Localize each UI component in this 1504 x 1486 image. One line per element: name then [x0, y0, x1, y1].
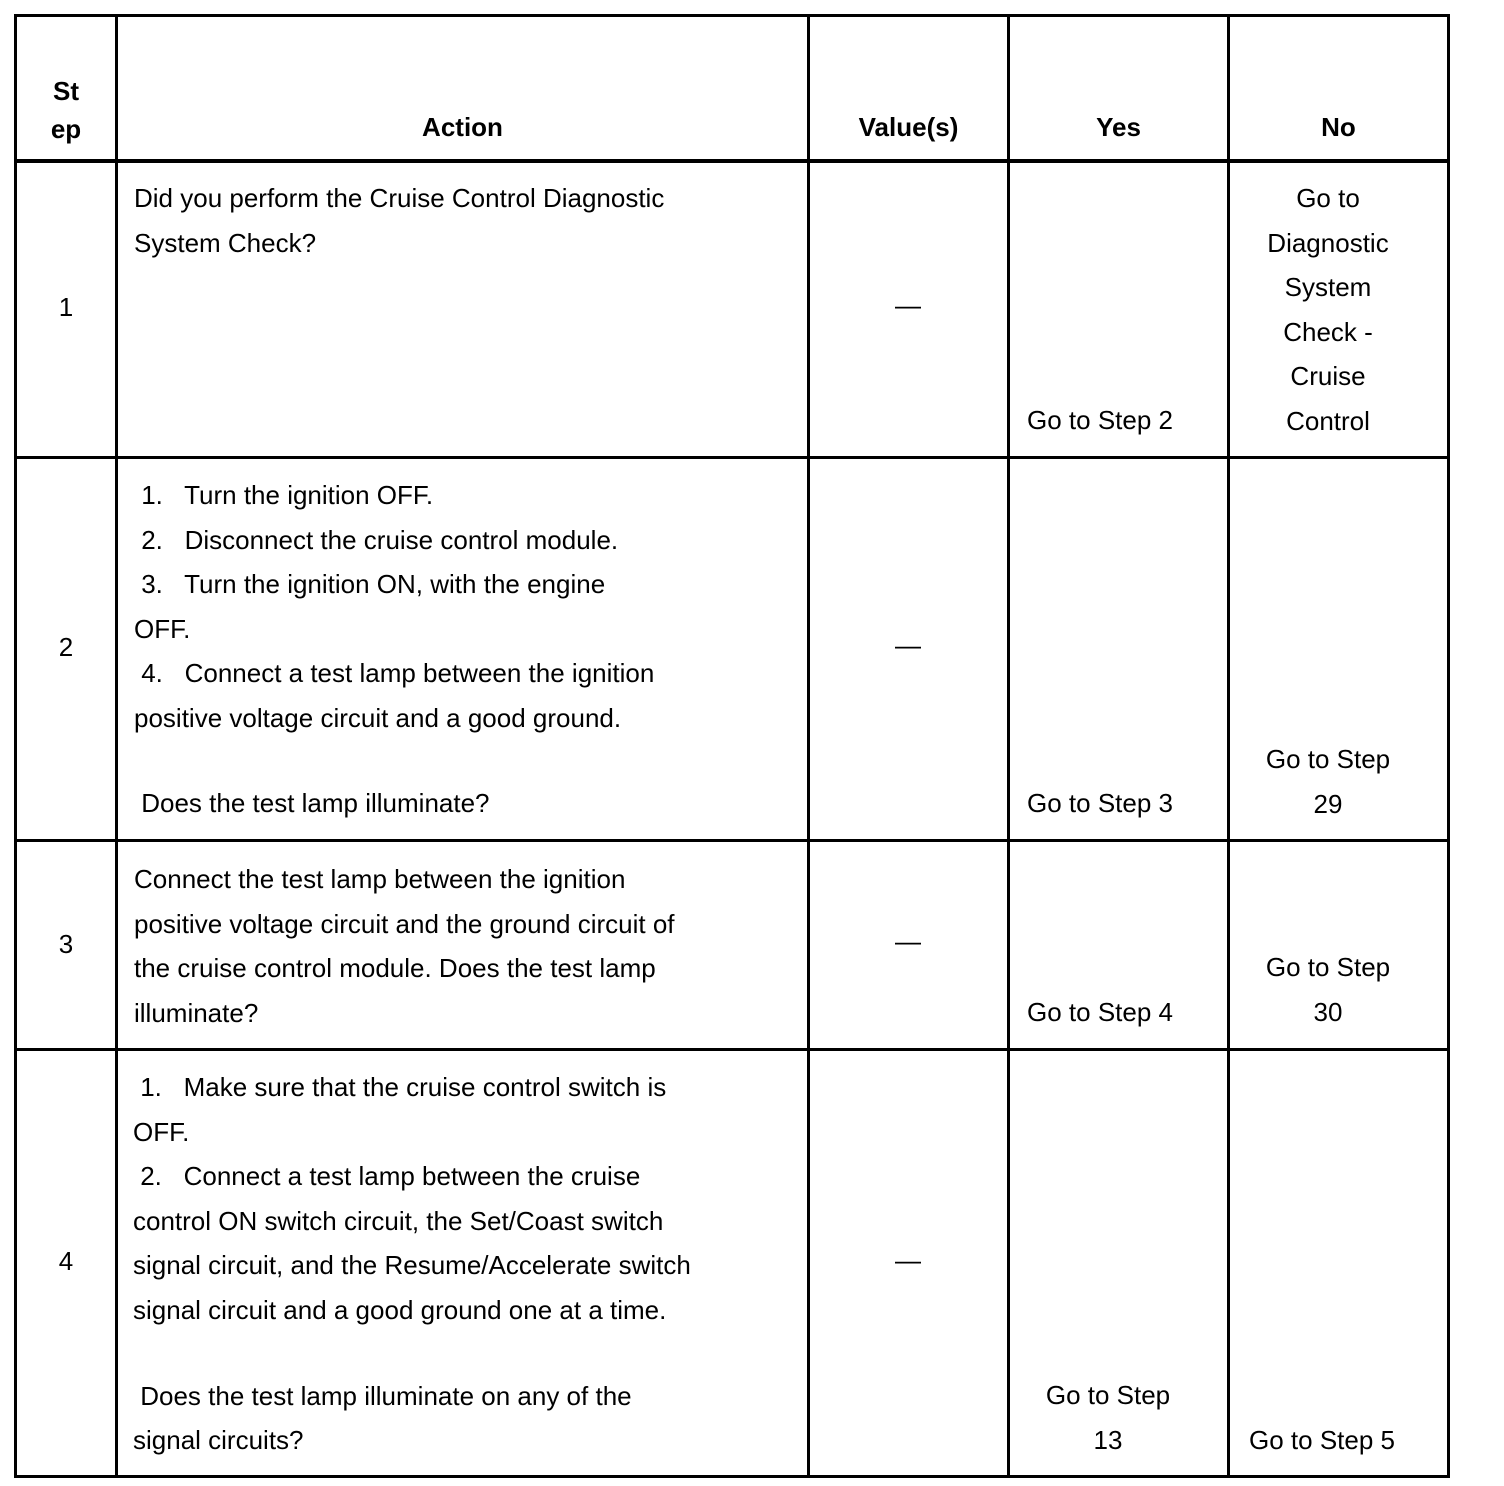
value-text: —	[895, 926, 921, 956]
no-line: Control	[1286, 405, 1370, 436]
action-line	[133, 1333, 805, 1374]
no-text	[1230, 176, 1426, 444]
action-text	[134, 176, 804, 265]
no-line: Go to Step	[1265, 952, 1391, 982]
header-action: Action	[422, 112, 503, 142]
no-text	[1230, 737, 1426, 826]
action-line: 2. Connect a test lamp between the cruise	[133, 1161, 641, 1192]
yes-line: Go to Step 3	[1027, 788, 1173, 818]
value-text: —	[895, 290, 921, 320]
yes-line: 13	[1093, 1424, 1123, 1455]
action-line: Does the test lamp illuminate?	[134, 787, 490, 818]
action-line: 2. Disconnect the cruise control module.	[134, 524, 619, 555]
no-line: Go to Step 5	[1249, 1425, 1395, 1455]
no-text	[1230, 945, 1426, 1034]
no-line: Go to	[1296, 183, 1360, 213]
action-line: signal circuit, and the Resume/Accelerate switch	[133, 1250, 691, 1281]
step-number: 4	[58, 1246, 74, 1276]
no-line: Cruise	[1290, 361, 1366, 392]
header-values: Value(s)	[858, 112, 959, 142]
header-step-line2: ep	[50, 114, 82, 144]
grid-line	[14, 1475, 1450, 1478]
action-text	[134, 857, 804, 1035]
no-line: 30	[1313, 996, 1343, 1027]
no-line: Check -	[1283, 316, 1373, 347]
header-step	[17, 72, 115, 148]
no-line: Go to Step	[1265, 744, 1391, 774]
action-text	[134, 473, 804, 825]
no-line: Diagnostic	[1267, 227, 1389, 258]
grid-line	[14, 14, 1450, 17]
value-text: —	[895, 630, 921, 660]
grid-line	[14, 159, 1450, 163]
action-line: Does the test lamp illuminate on any of the	[133, 1380, 632, 1411]
action-line: control ON switch circuit, the Set/Coast switch	[133, 1205, 664, 1236]
action-line: illuminate?	[134, 997, 259, 1028]
no-line: 29	[1313, 788, 1343, 819]
header-no: No	[1321, 112, 1356, 142]
action-line: Connect the test lamp between the ignition	[134, 864, 626, 894]
action-line: positive voltage circuit and the ground circuit of	[134, 908, 675, 939]
action-line: signal circuit and a good ground one at a time.	[133, 1294, 667, 1325]
action-line: 1. Turn the ignition OFF.	[134, 480, 434, 510]
step-number: 3	[58, 929, 74, 959]
grid-line	[1007, 14, 1010, 1478]
action-text	[133, 1065, 805, 1463]
header-yes: Yes	[1096, 112, 1141, 142]
action-line: 1. Make sure that the cruise control switch is	[133, 1072, 667, 1102]
diagnostic-table	[14, 14, 1450, 1478]
action-line: Did you perform the Cruise Control Diagnostic	[134, 183, 665, 213]
yes-text	[1010, 398, 1190, 443]
step-number: 2	[58, 632, 74, 662]
action-line: 4. Connect a test lamp between the ignition	[134, 658, 655, 689]
grid-line	[14, 839, 1450, 842]
yes-text	[1010, 1373, 1206, 1462]
grid-line	[1447, 14, 1450, 1478]
action-line: positive voltage circuit and a good ground.	[134, 702, 622, 733]
header-step-line1: St	[53, 76, 79, 106]
action-line: OFF.	[134, 613, 191, 644]
no-text	[1230, 1418, 1414, 1463]
yes-text	[1010, 990, 1190, 1035]
action-line: System Check?	[134, 227, 317, 258]
yes-line: Go to Step	[1045, 1380, 1171, 1410]
action-line	[134, 741, 804, 781]
action-line: signal circuits?	[133, 1425, 304, 1456]
step-number: 1	[58, 292, 74, 322]
yes-line: Go to Step 2	[1027, 405, 1173, 435]
value-text: —	[895, 1245, 921, 1275]
yes-line: Go to Step 4	[1027, 997, 1173, 1027]
action-line: the cruise control module. Does the test lamp	[134, 953, 656, 984]
grid-line	[14, 456, 1450, 459]
yes-text	[1010, 781, 1190, 826]
no-line: System	[1284, 272, 1372, 303]
action-line: OFF.	[133, 1116, 190, 1147]
grid-line	[14, 1048, 1450, 1051]
action-line: 3. Turn the ignition ON, with the engine	[134, 569, 606, 600]
